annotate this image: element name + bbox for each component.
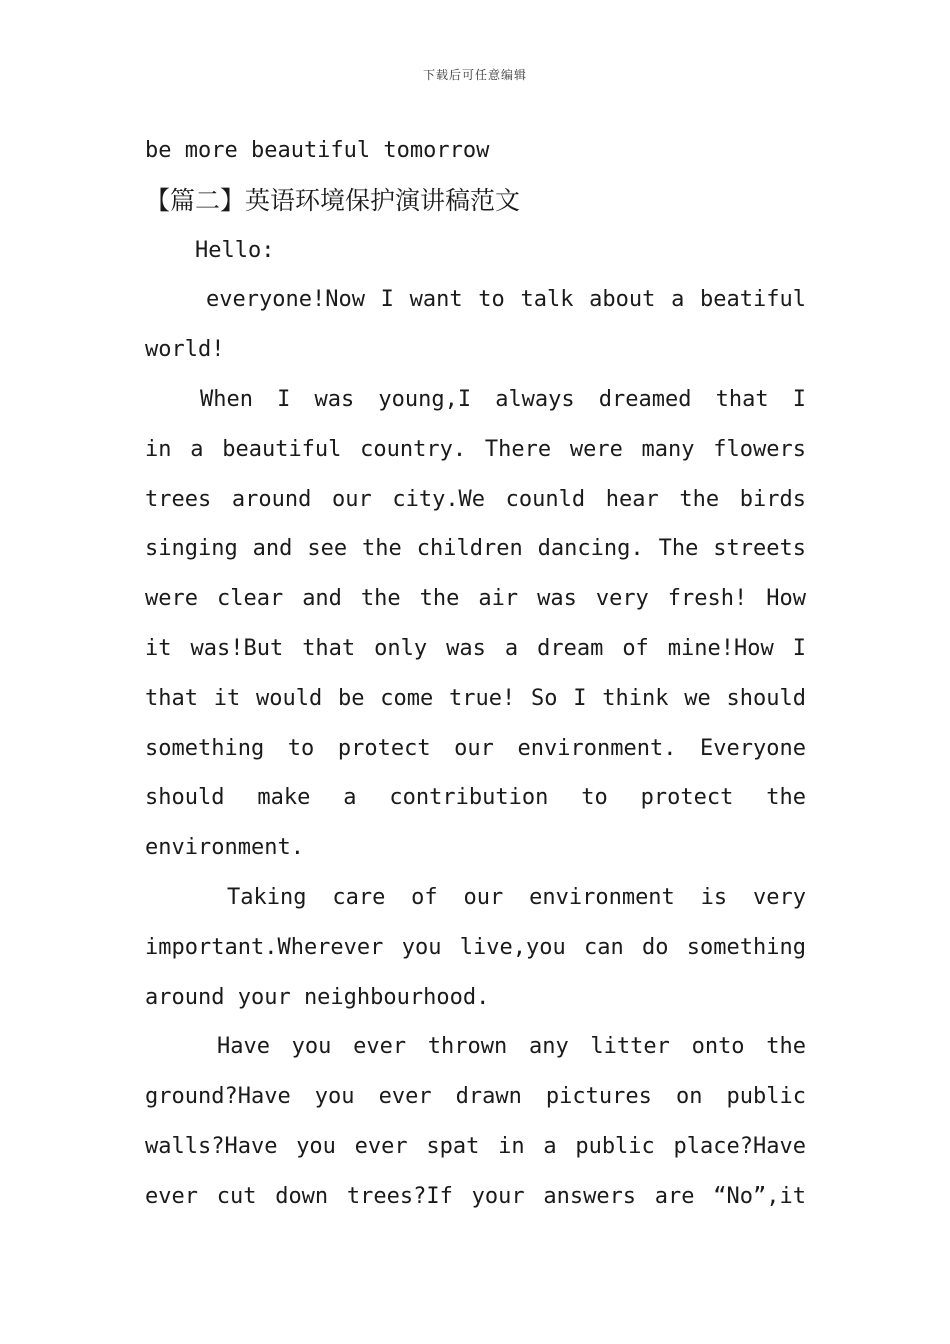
paragraph-line: that it would be come true! So I think we should (145, 685, 806, 711)
paragraph-line: When I was young,I always dreamed that I (200, 386, 806, 412)
paragraph-line: should make a contribution to protect the (145, 785, 806, 811)
paragraph-line: ground?Have you ever drawn pictures on public (145, 1084, 806, 1110)
paragraph-line: something to protect our environment. Everyone (145, 735, 806, 761)
paragraph-line: were clear and the the air was very fresh! How (145, 586, 806, 612)
paragraph-line: Have you ever thrown any litter onto the (217, 1034, 806, 1060)
paragraph-line: Taking care of our environment is very (227, 884, 806, 910)
paragraph-line: everyone!Now I want to talk about a beatiful (206, 287, 806, 313)
paragraph-line: around your neighbourhood. (145, 984, 490, 1010)
paragraph-line: environment. (145, 835, 304, 861)
paragraph-line: Hello: (195, 237, 275, 263)
paragraph-line: walls?Have you ever spat in a public place?Have (145, 1133, 806, 1159)
section-heading: 【篇二】英语环境保护演讲稿范文 (145, 185, 521, 215)
paragraph-line: ever cut down trees?If your answers are “No”,it (145, 1183, 806, 1209)
paragraph-line: be more beautiful tomorrow (145, 138, 490, 163)
page-header: 下载后可任意编辑 (422, 68, 527, 82)
document-body (145, 126, 806, 1222)
paragraph-line: in a beautiful country. There were many flowers (145, 436, 806, 462)
paragraph-line: world! (145, 337, 225, 363)
paragraph-line: it was!But that only was a dream of mine!How I (145, 635, 806, 661)
paragraph-line: trees around our city.We counld hear the birds (145, 486, 806, 512)
paragraph-line: important.Wherever you live,you can do something (145, 934, 806, 960)
paragraph-line: singing and see the children dancing. The streets (145, 536, 806, 562)
